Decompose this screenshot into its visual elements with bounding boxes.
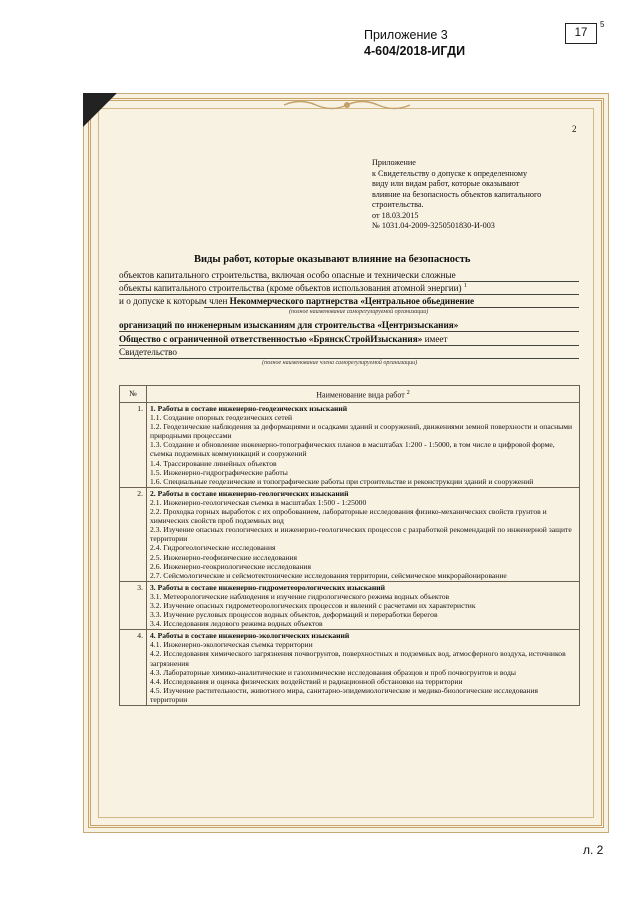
page-number-box: 17 <box>565 23 597 44</box>
paragraph-line: Общество с ограниченной ответственностью «БрянскСтройИзыскания» имеет <box>119 334 448 344</box>
appendix-line: строительства. <box>372 200 424 209</box>
paragraph-line: Свидетельство <box>119 347 177 357</box>
work-item: 2.3. Изучение опасных геологических и инженерно-геологических процессов с разработкой рекомендаций по инженерной защите территории <box>150 525 572 544</box>
row-number: 3. <box>120 581 147 629</box>
paragraph-line: объектов капитального строительства, включая особо опасные и технически сложные <box>119 270 456 280</box>
row-content <box>147 487 580 581</box>
work-item: 1.2. Геодезические наблюдения за деформациями и осадками зданий и сооружений, движениями земной поверхности и опасными природными процессами <box>150 422 573 441</box>
work-item: 2.4. Гидрогеологические исследования <box>150 543 276 553</box>
work-item: 3.3. Изучение русловых процессов водных объектов, деформаций и переработки берегов <box>150 610 438 620</box>
appendix-line: влияние на безопасность объектов капитального <box>372 189 542 199</box>
work-item: 4.4. Исследования и оценка физических воздействий и радиационной обстановки на территории <box>150 676 463 686</box>
work-item: 3.1. Метеорологические наблюдения и изучение гидрологического режима водных объектов <box>150 591 450 601</box>
document-header <box>364 27 465 59</box>
underline <box>204 307 579 308</box>
paragraph-line: и о допуске к которым член Некоммерческого партнерства «Центральное обьединение <box>119 296 475 306</box>
underline <box>119 294 579 295</box>
appendix-number: № 1031.04-2009-3250501830-И-003 <box>372 221 495 230</box>
underline <box>119 281 579 282</box>
work-item: 1.3. Создание и обновление инженерно-топографических планов в масштабах 1:200 - 1:5000, в том числе в цифровой форме, съемка подземных коммуникаций и сооружений <box>150 440 555 459</box>
work-item: 1.6. Специальные геодезические и топографические работы при строительстве и реконструкции зданий и сооружений <box>150 476 534 486</box>
page-number-superscript: 5 <box>600 20 605 29</box>
field-note: (полное наименование саморегулируемой организации) <box>289 309 429 315</box>
table-row <box>120 581 580 629</box>
work-item: 4.2. Исследования химического загрязнения почвогрунтов, поверхностных и подземных вод, атмосферного воздуха, источников загрязнения <box>150 649 566 668</box>
work-item: 2.6. Инженерно-геокриологические исследования <box>150 561 311 571</box>
work-item: 4.3. Лабораторные химико-аналитические и газохимические исследования образцов и проб почвогрунтов и воды <box>150 667 516 677</box>
certificate-appendix-block <box>372 158 582 232</box>
row-number: 1. <box>120 403 147 488</box>
underline <box>119 345 579 346</box>
appendix-line: Приложение <box>372 158 416 167</box>
work-item: 1.5. Инженерно-гидрографические работы <box>150 467 288 477</box>
row-content <box>147 581 580 629</box>
table-header-row <box>120 386 580 403</box>
sheet-number: л. 2 <box>583 843 604 857</box>
row-content <box>147 403 580 488</box>
work-item: 1.4. Трассирование линейных объектов <box>150 458 277 468</box>
work-types-table <box>119 385 580 706</box>
column-header-name: Наименование вида работ $^2$ <box>147 386 580 403</box>
table-row <box>120 403 580 488</box>
section-heading: 1. Работы в составе инженерно-геодезических изысканий <box>150 404 348 413</box>
work-item: 3.4. Исследования ледового режима водных объектов <box>150 619 323 629</box>
work-item: 2.1. Инженерно-геологическая съемка в масштабах 1:500 - 1:25000 <box>150 497 367 507</box>
appendix-line: к Свидетельству о допуске к определенному <box>372 168 528 178</box>
ornament-icon <box>284 98 410 112</box>
document-code: 4-604/2018-ИГДИ <box>364 44 466 58</box>
row-number: 4. <box>120 630 147 706</box>
row-number: 2. <box>120 487 147 581</box>
table-row <box>120 487 580 581</box>
work-item: 3.2. Изучение опасных гидрометеорологических процессов и явлений с расчетами их характеристик <box>150 600 476 610</box>
section-heading: 3. Работы в составе инженерно-гидрометеорологических изысканий <box>150 582 385 592</box>
work-item: 2.7. Сейсмологические и сейсмотектонические исследования территории, сейсмическое микрорайонирование <box>150 570 507 580</box>
certificate-scan <box>83 93 609 833</box>
table-row <box>120 630 580 706</box>
scan-corner-shadow <box>83 93 117 127</box>
work-item: 4.1. Инженерно-экологическая съемка территории <box>150 640 313 650</box>
row-content <box>147 630 580 706</box>
underline <box>119 331 579 332</box>
certificate-page-number: 2 <box>572 124 577 134</box>
appendix-line: виду или видам работ, которые оказывают <box>372 179 520 188</box>
appendix-label: Приложение 3 <box>364 28 448 42</box>
work-item: 2.2. Проходка горных выработок с их опробованием, лабораторные исследования физико-механических свойств грунтов и химических свойств проб подземных вод <box>150 507 547 526</box>
appendix-date: от 18.03.2015 <box>372 210 419 220</box>
section-heading: 2. Работы в составе инженерно-геологических изысканий <box>150 488 349 498</box>
section-heading: 4. Работы в составе инженерно-экологических изысканий <box>150 631 350 641</box>
column-header-number: № <box>120 386 147 403</box>
paragraph-line: объекты капитального строительства (кроме объектов использования атомной энергии) $^1$ <box>119 283 467 294</box>
work-item: 2.5. Инженерно-геофизические исследования <box>150 552 297 562</box>
field-note: (полное наименование члена саморегулируемой организации) <box>262 360 418 366</box>
paragraph-line: организаций по инженерным изысканиям для строительства «Центризыскания» <box>119 320 459 330</box>
work-item: 4.5. Изучение растительности, животного мира, санитарно-эпидемиологические и медико-биологические исследования территории <box>150 685 539 704</box>
underline <box>119 358 579 359</box>
certificate-title: Виды работ, которые оказывают влияние на безопасность <box>194 254 471 265</box>
work-item: 1.1. Создание опорных геодезических сетей <box>150 413 293 423</box>
